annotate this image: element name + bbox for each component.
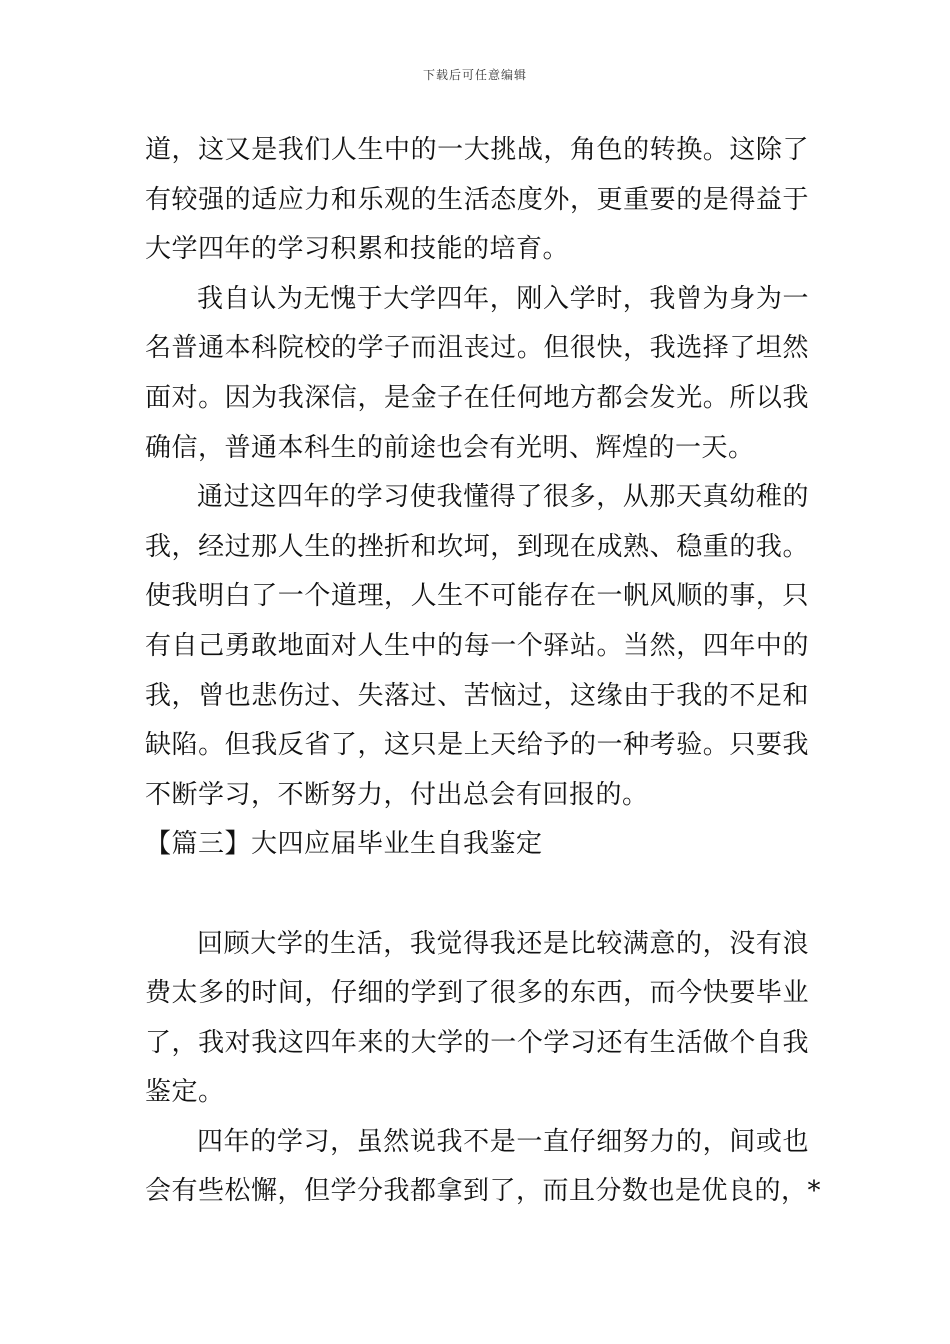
text-line: 道，这又是我们人生中的一大挑战，角色的转换。这除了 <box>145 135 809 165</box>
text-line: 会有些松懈，但学分我都拿到了，而且分数也是优良的，* <box>145 1176 822 1207</box>
document-body <box>145 126 822 1217</box>
text-line: 有自己勇敢地面对人生中的每一个驿站。当然，四年中的 <box>145 630 809 661</box>
paragraph-first-line: 通过这四年的学习使我懂得了很多，从那天真幼稚的 <box>197 482 809 513</box>
text-line: 费太多的时间，仔细的学到了很多的东西，而今快要毕业 <box>145 978 809 1009</box>
text-line: 有较强的适应力和乐观的生活态度外，更重要的是得益于 <box>145 184 809 215</box>
text-line: 缺陷。但我反省了，这只是上天给予的一种考验。只要我 <box>145 730 809 761</box>
text-line: 使我明白了一个道理，人生不可能存在一帆风顺的事，只 <box>145 581 809 612</box>
text-line: 确信，普通本科生的前途也会有光明、辉煌的一天。 <box>145 432 755 463</box>
text-line: 我，经过那人生的挫折和坎坷，到现在成熟、稳重的我。 <box>145 531 809 562</box>
text-line: 不断学习，不断努力，付出总会有回报的。 <box>145 779 649 810</box>
blank-line <box>145 870 809 920</box>
page-header: 下载后可任意编辑 <box>422 68 527 82</box>
text-line: 我，曾也悲伤过、失落过、苦恼过，这缘由于我的不足和 <box>145 680 809 711</box>
section-heading: 【篇三】大四应届毕业生自我鉴定 <box>145 829 543 860</box>
text-line: 大学四年的学习积累和技能的培育。 <box>145 234 570 265</box>
text-line: 名普通本科院校的学子而沮丧过。但很快，我选择了坦然 <box>145 333 809 364</box>
paragraph-first-line: 四年的学习，虽然说我不是一直仔细努力的，间或也 <box>197 1126 809 1157</box>
text-line: 了，我对我这四年来的大学的一个学习还有生活做个自我 <box>145 1027 809 1058</box>
paragraph-first-line: 我自认为无愧于大学四年，刚入学时，我曾为身为一 <box>197 283 809 314</box>
paragraph-first-line: 回顾大学的生活，我觉得我还是比较满意的，没有浪 <box>197 928 809 959</box>
text-line: 鉴定。 <box>145 1077 225 1108</box>
text-line: 面对。因为我深信，是金子在任何地方都会发光。所以我 <box>145 382 809 413</box>
